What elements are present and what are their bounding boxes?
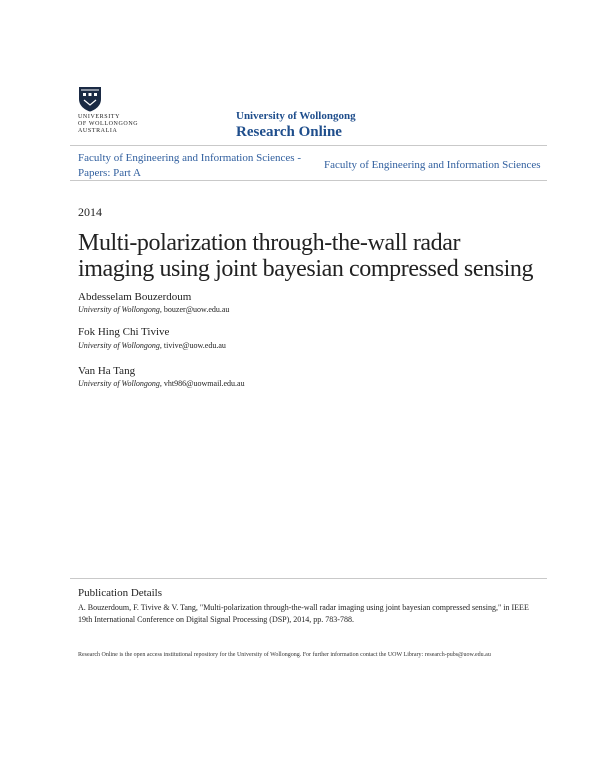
affiliation-name: University of Wollongong (78, 305, 160, 314)
faculty-link[interactable]: Faculty of Engineering and Information Sciences (324, 159, 541, 171)
author-email[interactable]: , vht986@uowmail.edu.au (159, 379, 245, 388)
university-crest-icon (78, 86, 102, 112)
author-name: Van Ha Tang (78, 365, 136, 377)
author-affiliation (78, 305, 229, 314)
divider-bottom (70, 180, 547, 181)
author-name: Abdesselam Bouzerdoum (78, 291, 192, 303)
logo-text-line-3: AUSTRALIA (78, 128, 118, 134)
repository-footer-note: Research Online is the open access institutional repository for the University of Wollongong. For further information contact the UOW Library: research-pubs@uow.edu.au (78, 652, 491, 658)
divider-publication (70, 578, 547, 579)
author-email[interactable]: , bouzer@uow.edu.au (159, 305, 230, 314)
logo-text-line-1: UNIVERSITY (78, 114, 120, 120)
author-affiliation (78, 341, 226, 350)
logo-text-line-2: OF WOLLONGONG (78, 121, 139, 127)
publication-year: 2014 (78, 205, 102, 219)
divider-top (70, 145, 547, 146)
affiliation-name: University of Wollongong (78, 341, 160, 350)
publication-details-heading: Publication Details (78, 587, 163, 599)
publication-details-text: A. Bouzerdoum, F. Tivive & V. Tang, "Multi-polarization through-the-wall radar imaging using joint bayesian compressed sensing," in IEEE 19th International Conference on Digital Signal Processing (DSP), 2014, pp. 783-788. (78, 603, 529, 624)
repository-university-link[interactable]: University of Wollongong (236, 110, 356, 122)
repository-header[interactable] (236, 110, 356, 141)
paper-title: Multi-polarization through-the-wall radar imaging using joint bayesian compressed sensing (78, 230, 534, 282)
author-affiliation (78, 379, 245, 388)
repository-name-link[interactable]: Research Online (236, 124, 342, 140)
author-name: Fok Hing Chi Tivive (78, 326, 170, 338)
collection-link[interactable]: Faculty of Engineering and Information Sciences - Papers: Part A (78, 152, 301, 179)
author-email[interactable]: , tivive@uow.edu.au (159, 341, 226, 350)
affiliation-name: University of Wollongong (78, 379, 160, 388)
university-logo (78, 86, 148, 136)
